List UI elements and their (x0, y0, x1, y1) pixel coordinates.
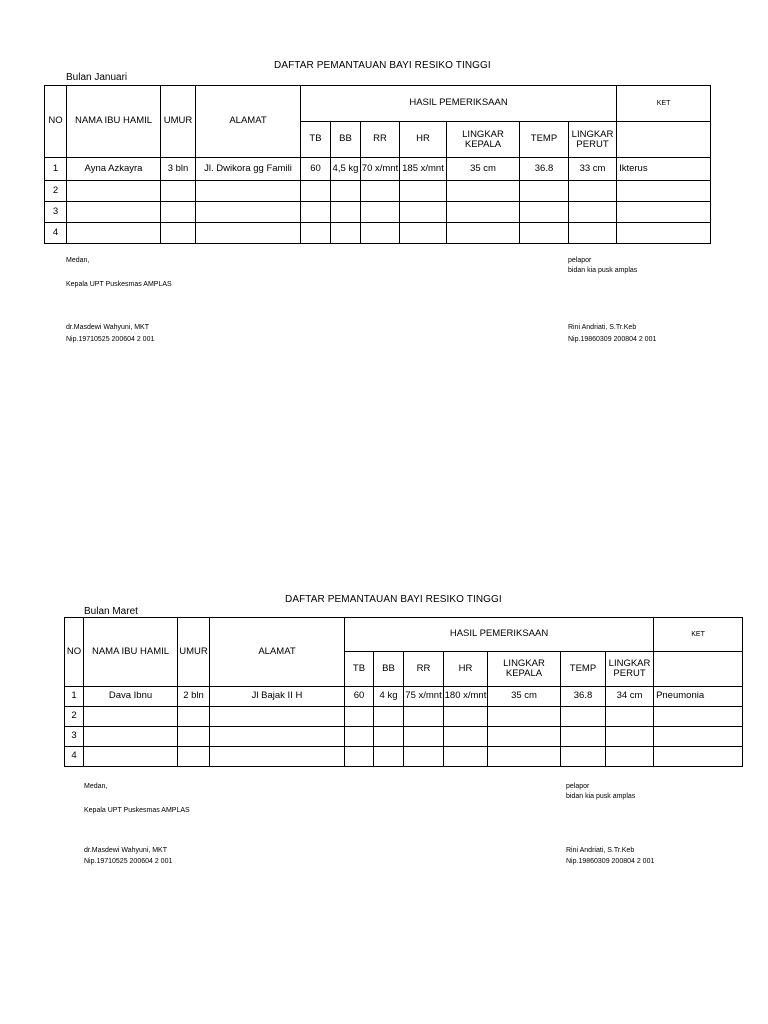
header-no: NO (65, 618, 84, 687)
table-row (45, 202, 711, 223)
cell-head (488, 747, 561, 767)
cell-bb: 4,5 kg (331, 158, 361, 181)
header-address: ALAMAT (210, 618, 345, 687)
cell-ket (617, 202, 711, 223)
cell-head (488, 707, 561, 727)
signature-reporter-label: pelapor (568, 257, 592, 264)
signature-reporter-name: Rini Andriati, S.Tr.Keb (566, 847, 635, 854)
cell-hr (444, 747, 488, 767)
cell-rr (361, 223, 400, 244)
cell-belly (569, 202, 617, 223)
cell-bb (374, 747, 404, 767)
monitoring-table (44, 85, 711, 244)
cell-bb (374, 707, 404, 727)
signature-head-name: dr.Masdewi Wahyuni, MKT (66, 324, 149, 331)
cell-address (196, 202, 301, 223)
cell-age (161, 202, 196, 223)
signature-reporter-title: bidan kia pusk amplas (568, 267, 638, 274)
signature-reporter-label: pelapor (566, 783, 590, 790)
header-rr: RR (404, 652, 444, 687)
cell-ket (617, 223, 711, 244)
cell-bb: 4 kg (374, 687, 404, 707)
cell-rr (404, 707, 444, 727)
signature-head-title: Kepala UPT Puskesmas AMPLAS (84, 807, 190, 814)
cell-rr (361, 181, 400, 202)
cell-rr (404, 727, 444, 747)
cell-rr (404, 747, 444, 767)
cell-hr (444, 707, 488, 727)
cell-temp (561, 707, 606, 727)
header-head-line1: LINGKAR (503, 658, 545, 670)
cell-ket (654, 747, 743, 767)
cell-temp (520, 202, 569, 223)
cell-head (447, 202, 520, 223)
header-results: HASIL PEMERIKSAAN (345, 618, 654, 652)
signature-reporter-name: Rini Andriati, S.Tr.Keb (568, 324, 637, 331)
cell-tb (345, 727, 374, 747)
header-rr: RR (361, 122, 400, 158)
cell-bb (374, 727, 404, 747)
header-hr: HR (444, 652, 488, 687)
cell-no: 1 (65, 687, 84, 707)
cell-address (210, 707, 345, 727)
cell-ket (654, 707, 743, 727)
cell-belly (606, 747, 654, 767)
table-row (45, 223, 711, 244)
signature-head-nip: Nip.19710525 200604 2 001 (66, 336, 155, 343)
cell-no: 1 (45, 158, 67, 181)
header-head-circumference (488, 652, 561, 687)
cell-temp (520, 181, 569, 202)
signature-head-nip: Nip.19710525 200604 2 001 (84, 858, 173, 865)
cell-head (447, 181, 520, 202)
header-head-line1: LINGKAR (462, 128, 504, 140)
header-ket: KET (654, 618, 743, 652)
cell-head: 35 cm (488, 687, 561, 707)
cell-age: 2 bln (178, 687, 210, 707)
cell-belly (606, 727, 654, 747)
cell-temp (561, 747, 606, 767)
cell-age (178, 727, 210, 747)
table-row (45, 181, 711, 202)
header-bb: BB (331, 122, 361, 158)
cell-belly: 34 cm (606, 687, 654, 707)
cell-address: Jl Bajak II H (210, 687, 345, 707)
cell-ket: Pneumonia (654, 687, 743, 707)
cell-address (196, 181, 301, 202)
header-ket-blank (617, 122, 711, 158)
cell-tb (301, 202, 331, 223)
cell-hr: 180 x/mnt (444, 687, 488, 707)
header-temp: TEMP (561, 652, 606, 687)
cell-age (161, 223, 196, 244)
cell-ket (617, 181, 711, 202)
header-head-circumference (447, 122, 520, 158)
header-name: NAMA IBU HAMIL (84, 618, 178, 687)
table-row (65, 747, 743, 767)
form-month: Bulan Januari (66, 72, 128, 83)
cell-head (447, 223, 520, 244)
cell-hr (400, 181, 447, 202)
cell-no: 3 (65, 727, 84, 747)
cell-belly (569, 181, 617, 202)
cell-temp (561, 727, 606, 747)
signature-reporter-nip: Nip.19860309 200804 2 001 (566, 858, 655, 865)
cell-temp: 36.8 (561, 687, 606, 707)
cell-tb (345, 707, 374, 727)
cell-hr (400, 202, 447, 223)
header-hr: HR (400, 122, 447, 158)
cell-address (210, 747, 345, 767)
cell-rr: 70 x/mnt (361, 158, 400, 181)
cell-tb: 60 (345, 687, 374, 707)
cell-name (84, 727, 178, 747)
form-month: Bulan Maret (84, 606, 138, 617)
cell-tb (301, 223, 331, 244)
cell-no: 4 (65, 747, 84, 767)
table-row (65, 727, 743, 747)
signature-head-title: Kepala UPT Puskesmas AMPLAS (66, 281, 172, 288)
cell-address (196, 223, 301, 244)
form-title: DAFTAR PEMANTAUAN BAYI RESIKO TINGGI (285, 594, 502, 605)
cell-no: 2 (65, 707, 84, 727)
header-name: NAMA IBU HAMIL (67, 86, 161, 158)
cell-hr: 185 x/mnt (400, 158, 447, 181)
cell-temp (520, 223, 569, 244)
signature-city: Medan, (66, 257, 90, 264)
cell-name (67, 202, 161, 223)
cell-temp: 36.8 (520, 158, 569, 181)
header-belly-line1: LINGKAR (608, 658, 651, 670)
cell-ket (654, 727, 743, 747)
cell-bb (331, 181, 361, 202)
form-title: DAFTAR PEMANTAUAN BAYI RESIKO TINGGI (274, 60, 491, 71)
cell-head: 35 cm (447, 158, 520, 181)
cell-name (84, 707, 178, 727)
header-belly-line2: PERUT (576, 138, 609, 150)
cell-age (161, 181, 196, 202)
header-age: UMUR (178, 618, 210, 687)
header-belly-circumference (569, 122, 617, 158)
table-row (65, 707, 743, 727)
header-belly-line1: LINGKAR (571, 128, 614, 140)
cell-bb (331, 202, 361, 223)
cell-name (67, 223, 161, 244)
cell-hr (444, 727, 488, 747)
signature-head-name: dr.Masdewi Wahyuni, MKT (84, 847, 167, 854)
cell-belly (569, 223, 617, 244)
monitoring-table (64, 617, 743, 767)
cell-no: 3 (45, 202, 67, 223)
cell-no: 4 (45, 223, 67, 244)
header-age: UMUR (161, 86, 196, 158)
cell-name (67, 181, 161, 202)
cell-age: 3 bln (161, 158, 196, 181)
signature-city: Medan, (84, 783, 108, 790)
signature-reporter-title: bidan kia pusk amplas (566, 793, 636, 800)
header-bb: BB (374, 652, 404, 687)
cell-age (178, 707, 210, 727)
header-tb: TB (345, 652, 374, 687)
cell-rr (361, 202, 400, 223)
header-results: HASIL PEMERIKSAAN (301, 86, 617, 122)
cell-belly (606, 707, 654, 727)
cell-address: Jl. Dwikora gg Famili (196, 158, 301, 181)
cell-tb: 60 (301, 158, 331, 181)
header-belly-circumference (606, 652, 654, 687)
header-address: ALAMAT (196, 86, 301, 158)
cell-hr (400, 223, 447, 244)
table-row (45, 158, 711, 181)
header-belly-line2: PERUT (613, 668, 646, 679)
cell-name: Ayna Azkayra (67, 158, 161, 181)
table-row (65, 687, 743, 707)
cell-name (84, 747, 178, 767)
header-head-line2: KEPALA (505, 668, 543, 679)
header-no: NO (45, 86, 67, 158)
cell-ket: Ikterus (617, 158, 711, 181)
header-temp: TEMP (520, 122, 569, 158)
cell-head (488, 727, 561, 747)
signature-reporter-nip: Nip.19860309 200804 2 001 (568, 336, 657, 343)
cell-address (210, 727, 345, 747)
cell-tb (301, 181, 331, 202)
header-ket-blank (654, 652, 743, 687)
cell-age (178, 747, 210, 767)
header-head-line2: KEPALA (464, 138, 502, 150)
cell-name: Dava Ibnu (84, 687, 178, 707)
cell-no: 2 (45, 181, 67, 202)
cell-bb (331, 223, 361, 244)
cell-belly: 33 cm (569, 158, 617, 181)
cell-tb (345, 747, 374, 767)
header-tb: TB (301, 122, 331, 158)
header-ket: KET (617, 86, 711, 122)
cell-rr: 75 x/mnt (404, 687, 444, 707)
